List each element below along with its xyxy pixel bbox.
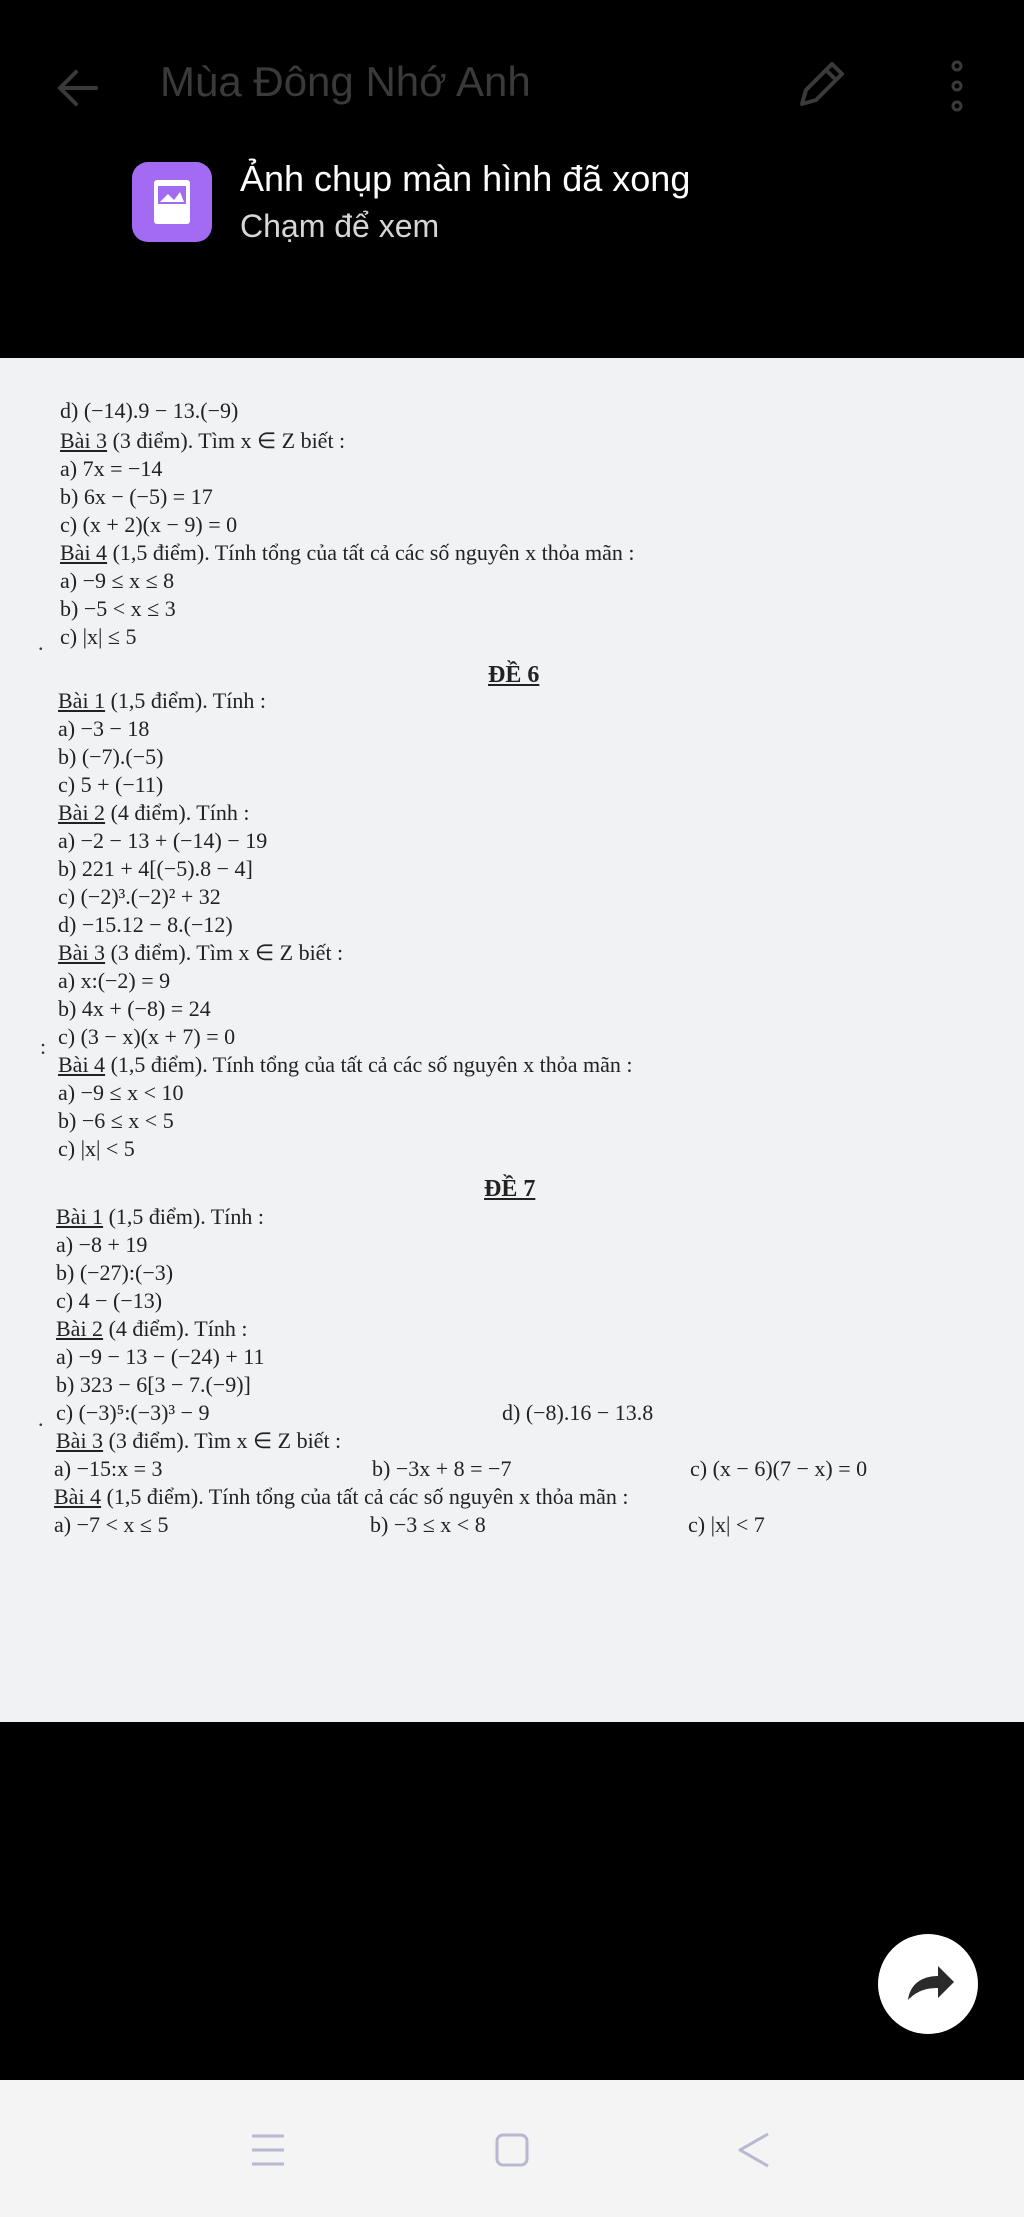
doc-line: a) −7 < x ≤ 5 [54, 1512, 169, 1537]
document-image [0, 358, 1024, 1722]
speck-mark: . [38, 630, 44, 655]
doc-line: d) (−14).9 − 13.(−9) [60, 398, 239, 423]
doc-line: a) −9 ≤ x ≤ 8 [60, 568, 175, 593]
doc-line: b) −6 ≤ x < 5 [58, 1108, 174, 1133]
doc-line: c) (3 − x)(x + 7) = 0 [58, 1024, 236, 1049]
notification-title: Ảnh chụp màn hình đã xong [240, 158, 691, 199]
page-title: Mùa Đông Nhớ Anh [160, 58, 531, 105]
screenshot-icon [132, 162, 212, 242]
doc-line: c) (−2)³.(−2)² + 32 [58, 884, 221, 909]
share-icon [878, 1934, 978, 2034]
doc-line: c) 4 − (−13) [56, 1288, 163, 1313]
exercise-text: (4 điểm). Tính : [103, 1316, 248, 1341]
exercise-text: (1,5 điểm). Tính : [105, 688, 266, 713]
doc-line: b) (−27):(−3) [56, 1260, 174, 1285]
exercise-text: (1,5 điểm). Tính tổng của tất cả các số nguyên x thỏa mãn : [101, 1484, 629, 1509]
exercise-label: Bài 3 [56, 1428, 104, 1453]
doc-line [60, 428, 345, 454]
doc-line: d) −15.12 − 8.(−12) [58, 912, 233, 937]
exercise-text: (1,5 điểm). Tính tổng của tất cả các số nguyên x thỏa mãn : [105, 1052, 633, 1077]
doc-line [58, 940, 343, 966]
share-button[interactable] [878, 1934, 978, 2034]
section-heading: ĐỀ 7 [484, 1176, 536, 1202]
doc-line [58, 1052, 633, 1078]
doc-line: a) −3 − 18 [58, 716, 150, 741]
doc-line: c) (−3)⁵:(−3)³ − 9 [56, 1400, 210, 1425]
exercise-label: Bài 2 [56, 1316, 104, 1341]
back-triangle-icon[interactable] [736, 2130, 772, 2170]
doc-line: b) 323 − 6[3 − 7.(−9)] [56, 1372, 251, 1397]
doc-line: a) −9 − 13 − (−24) + 11 [56, 1344, 265, 1369]
pencil-icon[interactable] [790, 54, 850, 114]
top-app-bar [0, 0, 1024, 170]
doc-line: a) −8 + 19 [56, 1232, 148, 1257]
exercise-label: Bài 3 [58, 940, 106, 965]
doc-line: b) −3x + 8 = −7 [372, 1456, 512, 1481]
doc-line [56, 1316, 247, 1342]
exercise-text: (1,5 điểm). Tính tổng của tất cả các số nguyên x thỏa mãn : [107, 540, 635, 565]
exercise-text: (3 điểm). Tìm x ∈ Z biết : [107, 428, 346, 453]
exercise-label: Bài 4 [58, 1052, 106, 1077]
screenshot-notification[interactable] [0, 150, 1024, 358]
exercise-text: (3 điểm). Tìm x ∈ Z biết : [105, 940, 344, 965]
doc-line: a) x:(−2) = 9 [58, 968, 171, 993]
doc-line: b) 221 + 4[(−5).8 − 4] [58, 856, 253, 881]
exercise-label: Bài 4 [60, 540, 108, 565]
exercise-label: Bài 2 [58, 800, 106, 825]
system-nav-bar [0, 2080, 1024, 2217]
exercise-text: (4 điểm). Tính : [105, 800, 250, 825]
exercise-label: Bài 1 [58, 688, 106, 713]
speck-mark: . [38, 1406, 44, 1431]
exercise-text: (3 điểm). Tìm x ∈ Z biết : [103, 1428, 342, 1453]
exercise-label: Bài 3 [60, 428, 108, 453]
doc-line [58, 800, 249, 826]
notification-subtitle: Chạm để xem [240, 208, 440, 244]
doc-line: b) −5 < x ≤ 3 [60, 596, 176, 621]
doc-line: a) 7x = −14 [60, 456, 163, 481]
doc-line [58, 688, 266, 714]
doc-line [60, 540, 635, 566]
doc-line: c) 5 + (−11) [58, 772, 164, 797]
doc-line: c) |x| < 7 [688, 1512, 765, 1537]
doc-line [54, 1484, 629, 1510]
doc-line: c) |x| ≤ 5 [60, 624, 137, 649]
doc-line: c) |x| < 5 [58, 1136, 135, 1161]
exercise-text: (1,5 điểm). Tính : [103, 1204, 264, 1229]
doc-line: d) (−8).16 − 13.8 [502, 1400, 654, 1425]
arrow-left-icon[interactable] [52, 60, 108, 116]
menu-icon[interactable] [248, 2132, 288, 2168]
doc-line: b) −3 ≤ x < 8 [370, 1512, 486, 1537]
home-square-icon[interactable] [494, 2132, 530, 2168]
exercise-label: Bài 1 [56, 1204, 104, 1229]
doc-line [56, 1428, 341, 1454]
doc-line: a) −2 − 13 + (−14) − 19 [58, 828, 268, 853]
doc-line: a) −15:x = 3 [54, 1456, 163, 1481]
doc-line: b) 6x − (−5) = 17 [60, 484, 213, 509]
speck-mark: : [40, 1034, 47, 1059]
doc-line: c) (x − 6)(7 − x) = 0 [690, 1456, 868, 1481]
doc-line [56, 1204, 264, 1230]
section-heading: ĐỀ 6 [488, 662, 540, 688]
doc-line: b) (−7).(−5) [58, 744, 164, 769]
more-vertical-icon[interactable] [945, 56, 969, 116]
doc-line: a) −9 ≤ x < 10 [58, 1080, 184, 1105]
photo-background [0, 1722, 1024, 2080]
doc-line: c) (x + 2)(x − 9) = 0 [60, 512, 238, 537]
doc-line: b) 4x + (−8) = 24 [58, 996, 211, 1021]
exercise-label: Bài 4 [54, 1484, 102, 1509]
